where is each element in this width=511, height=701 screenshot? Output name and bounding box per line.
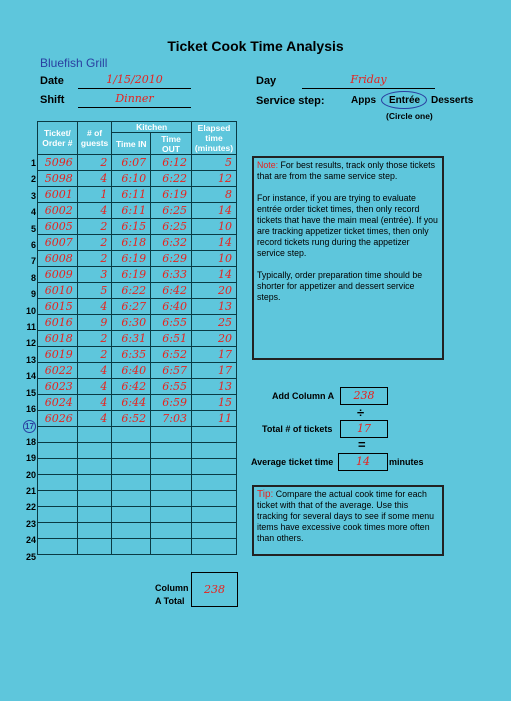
tip-text: Tip: Compare the actual cook time for each ticket with that of the average. Use this tracking for several days to see if some menu items have excessive cook times more often than others. [257,489,434,543]
equals-symbol: = [358,437,366,452]
row-number: 16 [25,404,36,414]
table-cell[interactable]: 6019 [38,347,78,363]
table-cell[interactable]: 4 [77,411,112,427]
note-paragraph-1: Note: For best results, track only those tickets that are from the same service step. [257,160,435,181]
table-cell[interactable]: 6026 [38,411,78,427]
service-step-label: Service step: [256,95,325,107]
average-value[interactable]: 14 [338,453,388,471]
table-cell[interactable]: 2 [77,347,112,363]
table-cell[interactable]: 6:55 [151,379,192,395]
table-cell[interactable] [112,443,151,459]
table-cell[interactable]: 6:33 [151,267,192,283]
table-cell[interactable]: 5096 [38,155,78,171]
table-cell[interactable] [112,523,151,539]
row-number: 23 [25,518,36,529]
table-cell[interactable]: 4 [77,171,112,187]
table-cell[interactable]: 6:59 [151,395,192,411]
day-field[interactable]: Friday [302,73,435,89]
table-cell[interactable] [38,523,78,539]
table-cell[interactable] [77,491,112,507]
table-cell[interactable]: 6:40 [112,363,151,379]
table-row [38,427,237,443]
table-row [38,251,237,267]
note-paragraph-2: For instance, if you are trying to evaluate entrée order ticket times, then only record tickets that have the main meal (entrée). If you are tracking appetizer ticket times, then only record tickets rung during the appetizer service step. [257,193,438,258]
tip-box [252,485,444,556]
table-cell[interactable]: 6:44 [112,395,151,411]
row-number: 24 [25,535,36,546]
table-cell[interactable]: 6002 [38,203,78,219]
table-cell[interactable]: 6018 [38,331,78,347]
header-guests: # of guests [77,122,112,155]
table-row [38,539,237,555]
table-row [38,267,237,283]
column-a-total-label-2: A Total [155,596,185,606]
page-title: Ticket Cook Time Analysis [167,38,344,54]
shift-label: Shift [40,94,65,106]
service-step-desserts[interactable]: Desserts [431,95,474,106]
table-cell[interactable]: 14 [191,203,236,219]
table-cell[interactable] [191,491,236,507]
table-cell[interactable]: 6:51 [151,331,192,347]
table-cell[interactable]: 6023 [38,379,78,395]
table-row [38,379,237,395]
table-cell[interactable]: 6024 [38,395,78,411]
table-cell[interactable] [151,427,192,443]
restaurant-name: Bluefish Grill [40,56,108,70]
table-cell[interactable] [151,523,192,539]
table-cell[interactable]: 2 [77,331,112,347]
table-cell[interactable]: 5 [191,155,236,171]
table-cell[interactable]: 6:42 [151,283,192,299]
table-cell[interactable]: 5 [77,283,112,299]
table-cell[interactable] [191,427,236,443]
tip-heading: Tip: [257,489,274,500]
table-row [38,363,237,379]
table-cell[interactable]: 2 [77,251,112,267]
row-number: 3 [30,190,36,201]
table-cell[interactable]: 6:22 [112,283,151,299]
table-cell[interactable]: 6005 [38,219,78,235]
table-cell[interactable]: 4 [77,299,112,315]
table-cell[interactable]: 6:07 [112,155,151,171]
note-heading: Note: [257,160,279,170]
table-cell[interactable] [151,507,192,523]
table-cell[interactable]: 17 [191,363,236,379]
table-row [38,171,237,187]
service-step-apps[interactable]: Apps [351,95,376,106]
table-cell[interactable] [38,539,78,555]
row-number: 11 [26,322,36,332]
add-column-label: Add Column A [272,391,335,401]
table-row [38,459,237,475]
table-cell[interactable]: 6009 [38,267,78,283]
row-number: 25 [25,551,36,562]
table-cell[interactable] [151,459,192,475]
table-cell[interactable] [38,443,78,459]
row-number: 19 [25,453,36,464]
table-cell[interactable]: 6:10 [112,171,151,187]
table-cell[interactable]: 5098 [38,171,78,187]
table-cell[interactable] [191,459,236,475]
row-number: 1 [30,158,36,168]
row-number: 22 [25,502,36,513]
table-cell[interactable]: 6:22 [151,171,192,187]
table-cell[interactable] [151,443,192,459]
table-cell[interactable]: 4 [77,379,112,395]
table-row [38,491,237,507]
day-label: Day [256,75,277,87]
table-cell[interactable]: 4 [77,395,112,411]
table-cell[interactable]: 6:18 [112,235,151,251]
table-cell[interactable]: 7:03 [151,411,192,427]
table-cell[interactable] [112,459,151,475]
table-cell[interactable] [38,427,78,443]
row-number: 5 [30,223,36,234]
table-cell[interactable] [77,507,112,523]
table-cell[interactable]: 20 [191,331,236,347]
table-cell[interactable] [191,523,236,539]
table-row [38,187,237,203]
row-number: 2 [30,174,36,185]
table-cell[interactable]: 6:19 [151,187,192,203]
average-label: Average ticket time [251,457,334,467]
table-cell[interactable] [191,507,236,523]
table-row [38,347,237,363]
table-cell[interactable] [77,475,112,491]
table-cell[interactable]: 6:32 [151,235,192,251]
row-number: 9 [30,289,36,300]
row-number: 4 [30,207,36,218]
table-cell[interactable] [112,427,151,443]
table-cell[interactable] [112,539,151,555]
table-cell[interactable]: 6:27 [112,299,151,315]
table-cell[interactable]: 10 [191,219,236,235]
row-number: 8 [30,272,36,283]
table-cell[interactable]: 6015 [38,299,78,315]
table-cell[interactable]: 14 [191,235,236,251]
row-number: 21 [25,486,36,496]
table-cell[interactable]: 6:11 [112,187,151,203]
table-row [38,507,237,523]
ticket-table [37,121,237,555]
table-cell[interactable]: 6:52 [112,411,151,427]
table-row [38,283,237,299]
table-cell[interactable]: 6:30 [112,315,151,331]
table-cell[interactable]: 6001 [38,187,78,203]
table-cell[interactable]: 6:29 [151,251,192,267]
row-number: 15 [25,387,36,398]
table-cell[interactable]: 6:31 [112,331,151,347]
table-cell[interactable]: 6:25 [151,203,192,219]
table-cell[interactable] [77,523,112,539]
table-row [38,203,237,219]
add-column-value[interactable]: 238 [340,387,388,405]
table-cell[interactable]: 13 [191,299,236,315]
table-cell[interactable]: 11 [191,411,236,427]
table-cell[interactable] [112,507,151,523]
table-cell[interactable]: 6008 [38,251,78,267]
note-paragraph-3: Typically, order preparation time should be shorter for appetizer and dessert service steps. [257,270,423,302]
table-cell[interactable] [151,475,192,491]
minutes-label: minutes [389,457,424,467]
table-cell[interactable]: 6:40 [151,299,192,315]
table-cell[interactable] [38,491,78,507]
shift-field[interactable]: Dinner [78,92,191,108]
table-cell[interactable] [38,459,78,475]
table-cell[interactable]: 2 [77,219,112,235]
total-tickets-value[interactable]: 17 [340,420,388,438]
column-a-total-label-1: Column [155,583,189,593]
table-cell[interactable]: 15 [191,395,236,411]
table-cell[interactable]: 2 [77,155,112,171]
table-cell[interactable]: 6022 [38,363,78,379]
table-row [38,475,237,491]
table-row [38,155,237,171]
table-cell[interactable]: 12 [191,171,236,187]
service-step-entree[interactable]: Entrée [389,95,421,106]
table-cell[interactable] [38,507,78,523]
table-cell[interactable]: 6:11 [112,203,151,219]
column-a-total-value[interactable]: 238 [191,572,238,607]
table-cell[interactable] [112,491,151,507]
table-cell[interactable]: 6016 [38,315,78,331]
note-box [252,156,444,360]
table-row [38,411,237,427]
table-cell[interactable]: 6:19 [112,267,151,283]
table-cell[interactable] [77,427,112,443]
row-number: 20 [25,469,36,480]
table-cell[interactable] [191,539,236,555]
circle-one-hint: (Circle one) [386,111,433,121]
table-cell[interactable] [38,475,78,491]
table-cell[interactable]: 4 [77,363,112,379]
header-kitchen: Kitchen [112,122,192,133]
table-cell[interactable]: 2 [77,235,112,251]
row-number: 10 [25,305,36,316]
table-row [38,331,237,347]
header-time-out: Time OUT [151,133,192,155]
table-cell[interactable] [112,475,151,491]
table-cell[interactable]: 1 [77,187,112,203]
row-number: 14 [25,371,36,382]
header-ticket: Ticket/ Order # [38,122,78,155]
table-cell[interactable]: 25 [191,315,236,331]
table-cell[interactable]: 17 [191,347,236,363]
header-elapsed: Elapsed time (minutes) [191,122,236,155]
table-cell[interactable] [77,459,112,475]
table-cell[interactable]: 6:15 [112,219,151,235]
row-number: 17 [23,420,36,433]
table-cell[interactable] [151,539,192,555]
table-cell[interactable]: 10 [191,251,236,267]
table-cell[interactable]: 6:52 [151,347,192,363]
table-cell[interactable]: 6:19 [112,251,151,267]
table-cell[interactable]: 6010 [38,283,78,299]
row-number: 7 [30,256,36,267]
table-cell[interactable]: 8 [191,187,236,203]
table-row [38,395,237,411]
table-cell[interactable]: 3 [77,267,112,283]
table-cell[interactable]: 6:12 [151,155,192,171]
divide-symbol: ÷ [357,405,365,420]
table-cell[interactable]: 6:57 [151,363,192,379]
table-cell[interactable]: 20 [191,283,236,299]
table-cell[interactable] [77,443,112,459]
date-field[interactable]: 1/15/2010 [78,73,191,89]
table-cell[interactable] [191,443,236,459]
row-number: 18 [25,436,36,447]
table-row [38,315,237,331]
table-cell[interactable]: 6007 [38,235,78,251]
row-number: 13 [25,354,36,365]
table-cell[interactable]: 6:42 [112,379,151,395]
table-cell[interactable]: 6:25 [151,219,192,235]
table-cell[interactable]: 13 [191,379,236,395]
table-cell[interactable]: 6:35 [112,347,151,363]
table-row [38,443,237,459]
table-row [38,219,237,235]
table-cell[interactable]: 4 [77,203,112,219]
table-row [38,235,237,251]
row-number: 12 [25,338,36,349]
table-cell[interactable] [151,491,192,507]
date-label: Date [40,75,64,87]
row-number: 6 [30,240,36,250]
table-row [38,299,237,315]
total-tickets-label: Total # of tickets [262,424,333,434]
table-cell[interactable] [77,539,112,555]
table-cell[interactable]: 6:55 [151,315,192,331]
table-row [38,523,237,539]
table-cell[interactable]: 14 [191,267,236,283]
table-cell[interactable]: 9 [77,315,112,331]
table-cell[interactable] [191,475,236,491]
header-time-in: Time IN [112,133,151,155]
